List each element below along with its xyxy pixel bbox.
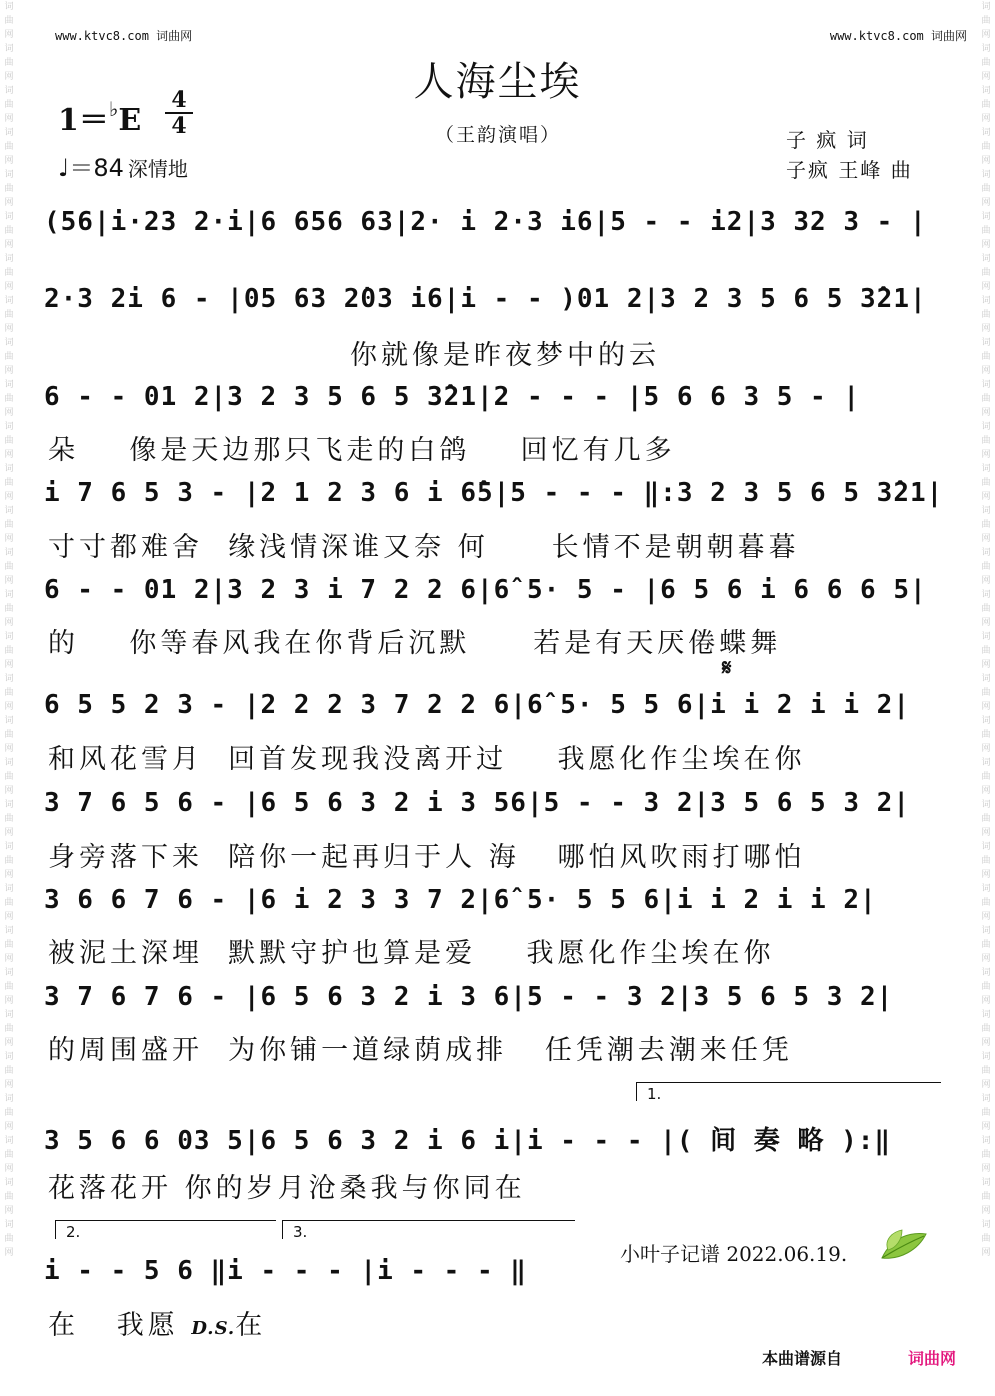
key-prefix: 1＝ bbox=[58, 103, 109, 138]
footer-site-link[interactable]: 词曲网 bbox=[908, 1349, 957, 1368]
lyrics-row-11 bbox=[48, 1303, 266, 1342]
tempo-marking bbox=[58, 148, 188, 183]
lyrics-row-9: 的周围盛开 为你铺一道绿荫成排 任凭潮去潮来任凭 bbox=[48, 1035, 793, 1066]
key-signature bbox=[58, 95, 141, 139]
notation-row-4: i 7 6 5 3 - |2 1 2 3 6 i 6̂5|5 - - - ‖:3 2 3 5 6 5 3̂21| bbox=[44, 478, 944, 508]
notation-row-8: 3 6 6 7 6 - |6 i 2 3 3 7 2|6̂ 5· 5 5 6|i i 2 i i 2| bbox=[44, 885, 877, 915]
performer: （王韵演唱） bbox=[435, 124, 562, 146]
side-watermark-right: 词曲网词曲网词曲网词曲网词曲网词曲网词曲网词曲网词曲网词曲网词曲网词曲网词曲网词曲网词曲网词曲网词曲网词曲网词曲网词曲网词曲网词曲网词曲网词曲网词曲网词曲网词曲网词曲网词曲网词曲网 bbox=[981, 2, 991, 1258]
key-letter: E bbox=[118, 103, 142, 138]
lyrics-row-4: 寸寸都难舍 缘浅情深谁又奈 何 长情不是朝朝暮暮 bbox=[48, 532, 800, 563]
dal-segno-mark: D.S. bbox=[191, 1318, 236, 1339]
notation-row-1: (56|i·23 2·i|6 656 63|2· i 2·3 i6|5 - - i2|3 32 3 - | bbox=[44, 207, 927, 237]
notation-row-5: 6 - - 01 2|3 2 3 i 7 2 2 6|6̂ 5· 5 - |6 5 6 i 6 6 6 5| bbox=[44, 575, 927, 605]
notation-row-6: 6 5 5 2 3 - |2 2 2 3 7 2 2 6|6̂ 5· 5 5 6|i i 2 i i 2| bbox=[44, 690, 910, 720]
lyrics-row-11-text: 在 我愿 bbox=[48, 1310, 179, 1341]
lyrics-row-3: 朵 像是天边那只飞走的白鸽 回忆有几多 bbox=[48, 435, 676, 466]
time-signature-top: 4 bbox=[171, 87, 187, 113]
notation-row-3: 6 - - 01 2|3 2 3 5 6 5 3̂21|2 - - - |5 6 6 3 5 - | bbox=[44, 382, 861, 412]
footer-source-label: 本曲谱源自 bbox=[762, 1349, 843, 1368]
side-watermark-left: 词曲网词曲网词曲网词曲网词曲网词曲网词曲网词曲网词曲网词曲网词曲网词曲网词曲网词曲网词曲网词曲网词曲网词曲网词曲网词曲网词曲网词曲网词曲网词曲网词曲网词曲网词曲网词曲网词曲网词曲网 bbox=[4, 2, 14, 1258]
notation-row-7: 3 7 6 5 6 - |6 5 6 3 2 i 3 56|5 - - 3 2|3 5 6 5 3 2| bbox=[44, 788, 910, 818]
lyrics-row-10: 花落花开 你的岁月沧桑我与你同在 bbox=[48, 1173, 526, 1204]
transcriber-note: 小叶子记谱 2022.06.19. bbox=[620, 1242, 848, 1266]
notation-row-9: 3 7 6 7 6 - |6 5 6 3 2 i 3 6|5 - - 3 2|3 5 6 5 3 2| bbox=[44, 982, 894, 1012]
song-title: 人海尘埃 bbox=[413, 59, 582, 105]
volta-first-ending: 1. bbox=[636, 1082, 941, 1101]
lyrics-row-11-tail: 在 bbox=[235, 1310, 267, 1341]
volta-third-ending: 3. bbox=[282, 1220, 575, 1239]
lyrics-row-7: 身旁落下来 陪你一起再归于人 海 哪怕风吹雨打哪怕 bbox=[48, 842, 806, 873]
volta-second-ending: 2. bbox=[55, 1220, 276, 1239]
notation-row-10: 3 5 6 6 03 5|6 5 6 3 2 i 6 i|i - - - |( 间 奏 略 ):‖ bbox=[44, 1126, 892, 1156]
time-signature bbox=[165, 89, 193, 137]
header-site-left[interactable]: www.ktvc8.com 词曲网 bbox=[55, 29, 193, 43]
segno-sign: 𝄋 bbox=[722, 656, 732, 681]
flat-sign: ♭ bbox=[108, 97, 119, 121]
lyrics-row-2: 你就像是昨夜梦中的云 bbox=[48, 340, 660, 371]
leaf-icon bbox=[878, 1228, 930, 1264]
lyricist-credit: 子 疯 词 bbox=[786, 128, 869, 152]
tempo-value: ♩＝84 bbox=[58, 154, 124, 182]
lyrics-row-5: 的 你等春风我在你背后沉默 若是有天厌倦蝶舞 bbox=[48, 628, 782, 659]
composer-credit: 子疯 王峰 曲 bbox=[786, 158, 913, 182]
header-site-right[interactable]: www.ktvc8.com 词曲网 bbox=[829, 29, 967, 43]
lyrics-row-8: 被泥土深埋 默默守护也算是爱 我愿化作尘埃在你 bbox=[48, 938, 775, 969]
notation-row-11: i - - 5 6 ‖i - - - |i - - - ‖ bbox=[44, 1256, 527, 1286]
notation-row-2: 2·3 2i 6 - |05 63 2̇03 i6|i - - )01 2|3 2 3 5 6 5 3̂21| bbox=[44, 284, 927, 314]
lyrics-row-6: 和风花雪月 回首发现我没离开过 我愿化作尘埃在你 bbox=[48, 744, 806, 775]
mood-marking: 深情地 bbox=[127, 157, 188, 181]
time-signature-bottom: 4 bbox=[171, 113, 187, 139]
